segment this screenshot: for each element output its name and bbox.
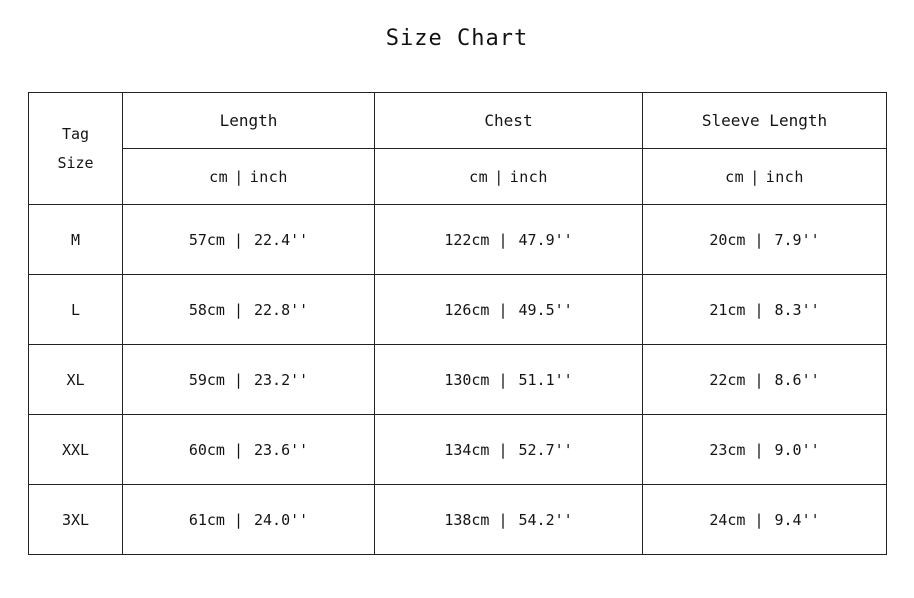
chest-cm: 130cm [444, 370, 490, 389]
sleeve-cm: 22cm [709, 370, 746, 389]
row-sleeve-value [643, 345, 887, 415]
chest-inch: 49.5'' [518, 300, 573, 319]
header-group-sleeve-length: Sleeve Length [643, 93, 887, 149]
header-units-chest [375, 149, 643, 205]
length-separator: | [233, 510, 243, 529]
sleeve-separator: | [754, 300, 764, 319]
length-cm: 59cm [188, 370, 225, 389]
sleeve-separator: | [754, 370, 764, 389]
row-length-value [123, 415, 375, 485]
table-row [29, 205, 887, 275]
row-chest-value [375, 415, 643, 485]
length-separator: | [233, 300, 243, 319]
length-inch: 22.4'' [253, 230, 309, 249]
sleeve-cm: 24cm [709, 510, 746, 529]
unit-inch-sleeve: inch [765, 167, 804, 186]
table-header-unit-row [29, 149, 887, 205]
sleeve-cm: 21cm [709, 300, 746, 319]
table-row [29, 275, 887, 345]
length-cm: 60cm [188, 440, 225, 459]
unit-cm-length: cm [209, 167, 229, 186]
row-chest-value [375, 485, 643, 555]
sleeve-inch: 9.4'' [774, 510, 820, 529]
chest-inch: 47.9'' [518, 230, 573, 249]
length-separator: | [233, 370, 243, 389]
row-size-label: XL [29, 345, 123, 415]
row-size-label: XXL [29, 415, 123, 485]
chest-separator: | [498, 510, 508, 529]
unit-separator-chest: | [494, 167, 504, 186]
sleeve-inch: 8.6'' [774, 370, 820, 389]
unit-cm-chest: cm [469, 167, 489, 186]
length-inch: 23.2'' [253, 370, 309, 389]
header-units-sleeve [643, 149, 887, 205]
unit-inch-chest: inch [509, 167, 548, 186]
row-chest-value [375, 275, 643, 345]
chest-cm: 126cm [444, 300, 490, 319]
size-chart-table [28, 92, 887, 555]
length-inch: 24.0'' [253, 510, 309, 529]
row-chest-value [375, 345, 643, 415]
header-units-length [123, 149, 375, 205]
chest-separator: | [498, 370, 508, 389]
table-header-group-row [29, 93, 887, 149]
sleeve-inch: 7.9'' [774, 230, 820, 249]
sleeve-separator: | [754, 510, 764, 529]
length-cm: 61cm [188, 510, 225, 529]
row-sleeve-value [643, 205, 887, 275]
sleeve-inch: 8.3'' [774, 300, 820, 319]
chest-cm: 138cm [444, 510, 490, 529]
sleeve-separator: | [754, 230, 764, 249]
unit-cm-sleeve: cm [725, 167, 745, 186]
unit-separator-sleeve: | [750, 167, 760, 186]
length-cm: 57cm [188, 230, 225, 249]
table-row [29, 415, 887, 485]
tag-label-line2: Size [57, 153, 94, 172]
row-size-label: L [29, 275, 123, 345]
sleeve-separator: | [754, 440, 764, 459]
row-chest-value [375, 205, 643, 275]
row-sleeve-value [643, 415, 887, 485]
sleeve-cm: 20cm [709, 230, 746, 249]
table-row [29, 345, 887, 415]
row-sleeve-value [643, 485, 887, 555]
length-inch: 23.6'' [253, 440, 309, 459]
length-inch: 22.8'' [253, 300, 309, 319]
chest-inch: 51.1'' [518, 370, 573, 389]
page-title: Size Chart [385, 26, 529, 51]
chest-cm: 122cm [444, 230, 490, 249]
header-group-length: Length [123, 93, 375, 149]
row-length-value [123, 485, 375, 555]
chest-separator: | [498, 440, 508, 459]
length-separator: | [233, 440, 243, 459]
row-size-label: 3XL [29, 485, 123, 555]
unit-inch-length: inch [249, 167, 288, 186]
unit-separator-length: | [234, 167, 244, 186]
table-row [29, 485, 887, 555]
length-cm: 58cm [188, 300, 225, 319]
header-group-chest: Chest [375, 93, 643, 149]
length-separator: | [233, 230, 243, 249]
row-length-value [123, 205, 375, 275]
sleeve-inch: 9.0'' [774, 440, 820, 459]
sleeve-cm: 23cm [709, 440, 746, 459]
size-chart-table-container [28, 92, 886, 555]
row-sleeve-value [643, 275, 887, 345]
row-length-value [123, 275, 375, 345]
chest-separator: | [498, 300, 508, 319]
chest-separator: | [498, 230, 508, 249]
chest-inch: 54.2'' [518, 510, 573, 529]
chest-cm: 134cm [444, 440, 490, 459]
row-length-value [123, 345, 375, 415]
row-size-label: M [29, 205, 123, 275]
tag-label-line1: Tag [61, 125, 90, 143]
chest-inch: 52.7'' [518, 440, 573, 459]
header-tag-size [29, 93, 123, 205]
